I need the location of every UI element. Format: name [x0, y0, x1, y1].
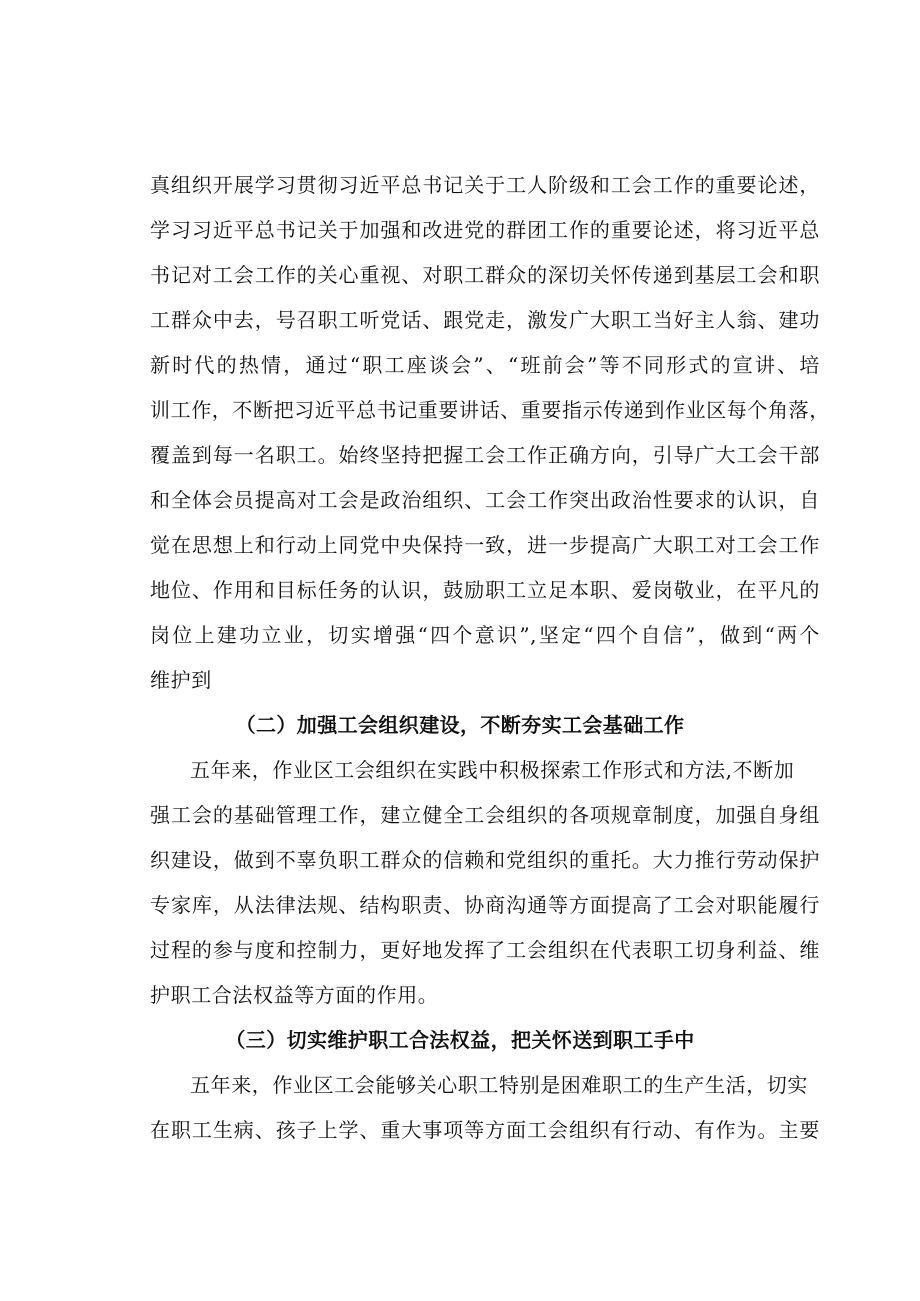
- paragraph-line: 工群众中去，号召职工听党话、跟党走，激发广大职工当好主人翁、建功: [150, 308, 820, 332]
- paragraph-line: 书记对工会工作的关心重视、对职工群众的深切关怀传递到基层工会和职: [150, 263, 820, 287]
- paragraph-line: 专家库，从法律法规、结构职责、协商沟通等方面提高了工会对职能履行: [150, 893, 820, 917]
- paragraph-line: 地位、作用和目标任务的认识，鼓励职工立足本职、爱岗敬业，在平凡的: [150, 578, 820, 602]
- paragraph-line: 护职工合法权益等方面的作用。: [150, 983, 439, 1007]
- paragraph-line: 真组织开展学习贯彻习近平总书记关于工人阶级和工会工作的重要论述，: [150, 173, 820, 197]
- paragraph-line: 织建设，做到不辜负职工群众的信赖和党组织的重托。大力推行劳动保护: [150, 848, 820, 872]
- section-heading-3: （三）切实维护职工合法权益，把关怀送到职工手中: [225, 1028, 695, 1052]
- paragraph-line: 五年来，作业区工会组织在实践中积极探索工作形式和方法,不断加: [190, 758, 795, 782]
- paragraph-line: 和全体会员提高对工会是政治组织、工会工作突出政治性要求的认识，自: [150, 488, 820, 512]
- paragraph-line: 维护到: [150, 668, 212, 692]
- paragraph-line: 在职工生病、孩子上学、重大事项等方面工会组织有行动、有作为。主要: [150, 1118, 820, 1142]
- paragraph-line: 训工作，不断把习近平总书记重要讲话、重要指示传递到作业区每个角落，: [150, 398, 830, 422]
- paragraph-line: 覆盖到每一名职工。始终坚持把握工会工作正确方向，引导广大工会干部: [150, 443, 820, 467]
- section-heading-2: （二）加强工会组织建设，不断夯实工会基础工作: [235, 713, 685, 737]
- paragraph-line: 新时代的热情，通过“职工座谈会”、“班前会”等不同形式的宣讲、培: [150, 353, 820, 377]
- paragraph-line: 学习习近平总书记关于加强和改进党的群团工作的重要论述，将习近平总: [150, 218, 820, 242]
- paragraph-line: 岗位上建功立业，切实增强“四个意识”,坚定“四个自信”，做到“两个: [150, 623, 820, 647]
- paragraph-line: 五年来，作业区工会能够关心职工特别是困难职工的生产生活，切实: [190, 1073, 808, 1097]
- paragraph-line: 觉在思想上和行动上同党中央保持一致，进一步提高广大职工对工会工作: [150, 533, 820, 557]
- paragraph-line: 强工会的基础管理工作，建立健全工会组织的各项规章制度，加强自身组: [150, 803, 820, 827]
- paragraph-line: 过程的参与度和控制力，更好地发挥了工会组织在代表职工切身利益、维: [150, 938, 820, 962]
